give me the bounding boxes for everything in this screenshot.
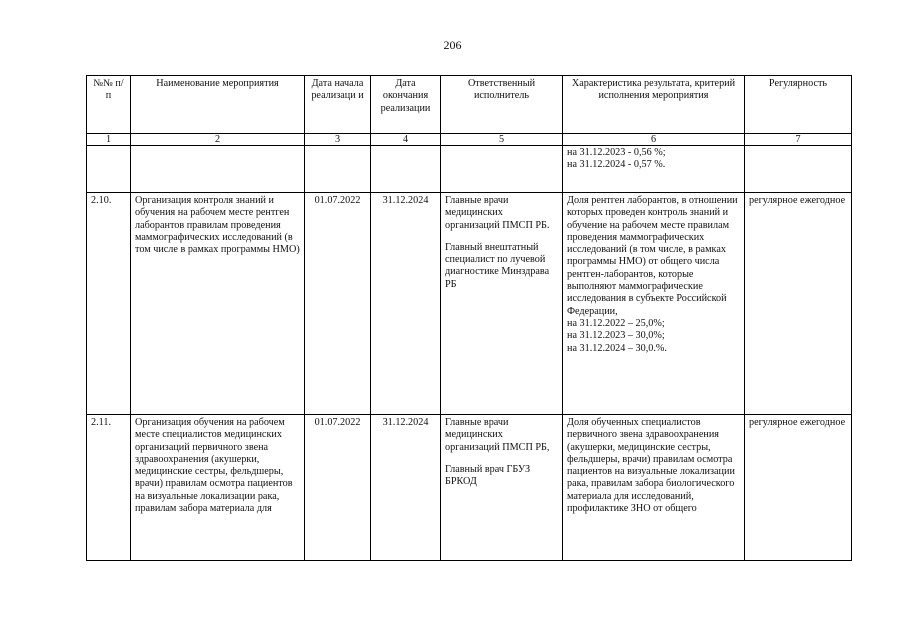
column-number: 6	[563, 134, 745, 146]
result-line: на 31.12.2023 – 30,0%;	[567, 330, 665, 342]
header-end-date: Дата окончания реализации	[371, 76, 441, 134]
cell-name: Организация обучения на рабочем месте специалистов медицинских организаций первичного звена здравоохранения (акушерки, медицинские сестры, фельдшеры, врачи) правилам осмотра пациентов на визуальные локализации рака, правилам забора материала для	[131, 415, 305, 561]
result-line: на 31.12.2023 - 0,56 %;	[567, 147, 666, 158]
header-number: №№ п/п	[87, 76, 131, 134]
responsible-line: Главный внештатный специалист по лучевой диагностике Минздрава РБ	[445, 241, 550, 290]
cell-regularity: регулярное ежегодное	[745, 193, 852, 415]
responsible-line: Главный врач ГБУЗ БРКОД	[445, 463, 531, 488]
column-number: 3	[305, 134, 371, 146]
measures-table	[86, 75, 852, 561]
column-number: 5	[441, 134, 563, 146]
cell-responsible	[441, 193, 563, 415]
cell-result	[563, 415, 745, 561]
cell-end-date: 31.12.2024	[371, 415, 441, 561]
header-row	[87, 76, 852, 134]
cell-responsible	[441, 415, 563, 561]
table-row	[87, 415, 852, 561]
column-number-row	[87, 134, 852, 146]
column-number: 4	[371, 134, 441, 146]
result-line: на 31.12.2024 – 30,0.%.	[567, 342, 667, 354]
cell-number	[87, 146, 131, 193]
result-line: на 31.12.2022 – 25,0%;	[567, 317, 665, 329]
cell-start-date: 01.07.2022	[305, 415, 371, 561]
header-regularity: Регулярность	[745, 76, 852, 134]
cell-result	[563, 146, 745, 193]
header-start-date: Дата начала реализаци и	[305, 76, 371, 134]
cell-number: 2.11.	[87, 415, 131, 561]
header-responsible: Ответственный исполнитель	[441, 76, 563, 134]
cell-name	[131, 146, 305, 193]
cell-regularity	[745, 146, 852, 193]
result-line: Доля обученных специалистов первичного звена здравоохранения (акушерки, медицинские сестры, фельдшеры, врачи) правилам осмотра пациентов на визуальные локализации рака, правилам забора биологического материала для исследований, профилактике ЗНО от общего	[567, 417, 735, 515]
cell-name: Организация контроля знаний и обучения на рабочем месте рентген лаборантов правилам проведения маммографических исследований (в том числе в рамках программы НМО)	[131, 193, 305, 415]
cell-end-date: 31.12.2024	[371, 193, 441, 415]
page-number: 206	[443, 38, 462, 52]
column-number: 7	[745, 134, 852, 146]
cell-end-date	[371, 146, 441, 193]
cell-regularity: регулярное ежегодное	[745, 415, 852, 561]
cell-result	[563, 193, 745, 415]
column-number: 1	[87, 134, 131, 146]
cell-start-date: 01.07.2022	[305, 193, 371, 415]
cell-responsible	[441, 146, 563, 193]
cell-number: 2.10.	[87, 193, 131, 415]
continuation-row	[87, 146, 852, 193]
table-row	[87, 193, 852, 415]
column-number: 2	[131, 134, 305, 146]
result-line: на 31.12.2024 - 0,57 %.	[567, 159, 666, 171]
header-result: Характеристика результата, критерий исполнения мероприятия	[563, 76, 745, 134]
responsible-line: Главные врачи медицинских организаций ПМСП РБ.	[445, 195, 550, 231]
header-name: Наименование мероприятия	[131, 76, 305, 134]
cell-start-date	[305, 146, 371, 193]
result-line: Доля рентген лаборантов, в отношении которых проведен контроль знаний и обучение на рабочем месте правилам проведения маммографических исследований (в том числе, в рамках программы НМО) от общего числа рентген-лаборантов, которые выполняют маммографические исследования в субъекте Российской Федерации,	[567, 195, 738, 317]
responsible-line: Главные врачи медицинских организаций ПМСП РБ,	[445, 417, 550, 453]
